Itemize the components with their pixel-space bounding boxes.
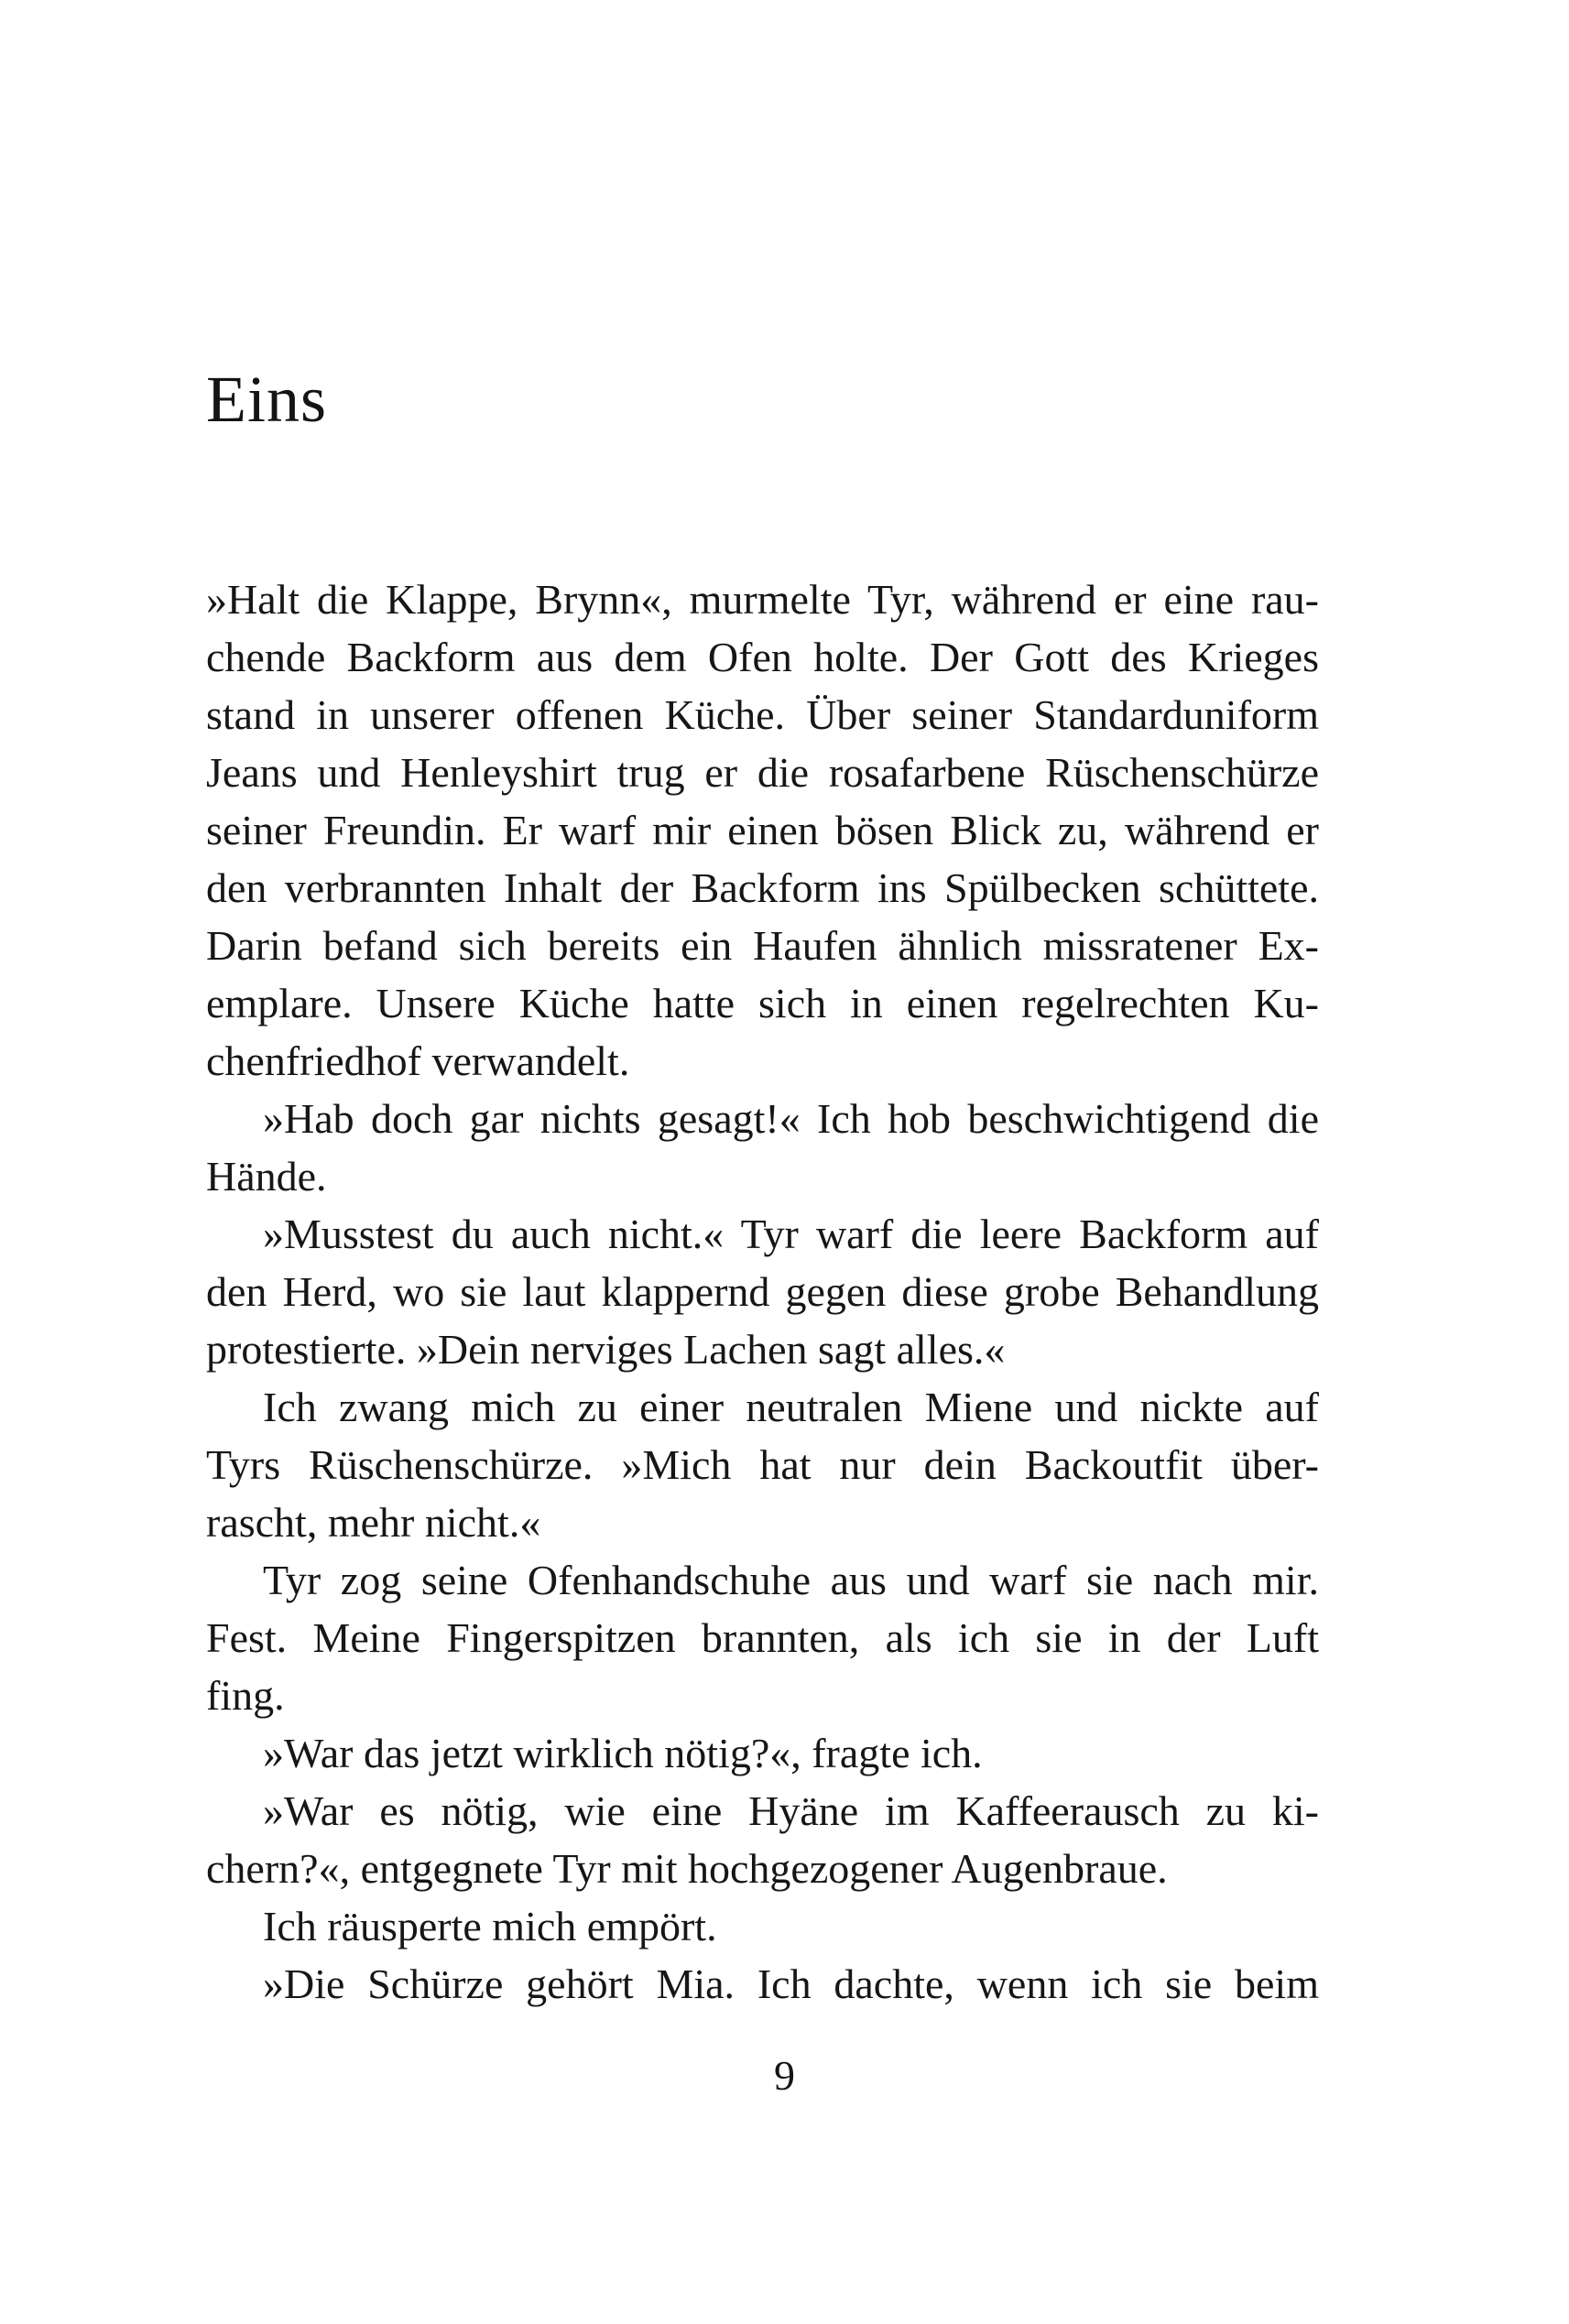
text-line: protestierte. »Dein nerviges Lachen sagt alles.« (206, 1326, 1006, 1373)
text-line: fing. (206, 1672, 285, 1719)
text-line: emplare. Unsere Küche hatte sich in einen regelrechten Ku- (206, 980, 1319, 1026)
text-line: den verbrannten Inhalt der Backform ins Spülbecken schüttete. (206, 864, 1319, 911)
text-line: Hände. (206, 1153, 327, 1200)
text-line: »Die Schürze gehört Mia. Ich dachte, wenn ich sie beim (263, 1960, 1319, 2007)
text-line: chern?«, entgegnete Tyr mit hochgezogener Augenbraue. (206, 1845, 1168, 1892)
text-line: Jeans und Henleyshirt trug er die rosafarbene Rüschenschürze (206, 749, 1319, 796)
text-line: Ich räusperte mich empört. (263, 1903, 717, 1949)
text-line: chenfriedhof verwandelt. (206, 1037, 630, 1084)
text-line: »Halt die Klappe, Brynn«, murmelte Tyr, während er eine rau- (206, 576, 1319, 623)
text-line: rascht, mehr nicht.« (206, 1499, 541, 1546)
text-line: chende Backform aus dem Ofen holte. Der Gott des Krieges (206, 634, 1319, 680)
text-line: Darin befand sich bereits ein Haufen ähnlich missratener Ex- (206, 922, 1319, 969)
text-line: »War es nötig, wie eine Hyäne im Kaffeerausch zu ki- (263, 1787, 1319, 1834)
text-line: Tyr zog seine Ofenhandschuhe aus und warf sie nach mir. (263, 1557, 1319, 1603)
text-line: »War das jetzt wirklich nötig?«, fragte ich. (263, 1730, 983, 1776)
text-line: Tyrs Rüschenschürze. »Mich hat nur dein Backoutfit über- (206, 1441, 1319, 1488)
text-line: stand in unserer offenen Küche. Über seiner Standarduniform (206, 691, 1319, 738)
page-number: 9 (774, 2052, 795, 2099)
text-line: seiner Freundin. Er warf mir einen bösen Blick zu, während er (206, 807, 1319, 853)
text-line: Fest. Meine Fingerspitzen brannten, als ich sie in der Luft (206, 1614, 1319, 1661)
body-text (206, 570, 1319, 2013)
text-line: Ich zwang mich zu einer neutralen Miene und nickte auf (263, 1384, 1319, 1430)
text-line: den Herd, wo sie laut klappernd gegen diese grobe Behandlung (206, 1268, 1319, 1315)
chapter-title: Eins (206, 363, 328, 436)
text-line: »Musstest du auch nicht.« Tyr warf die leere Backform auf (263, 1211, 1319, 1257)
text-line: »Hab doch gar nichts gesagt!« Ich hob beschwichtigend die (263, 1095, 1319, 1142)
